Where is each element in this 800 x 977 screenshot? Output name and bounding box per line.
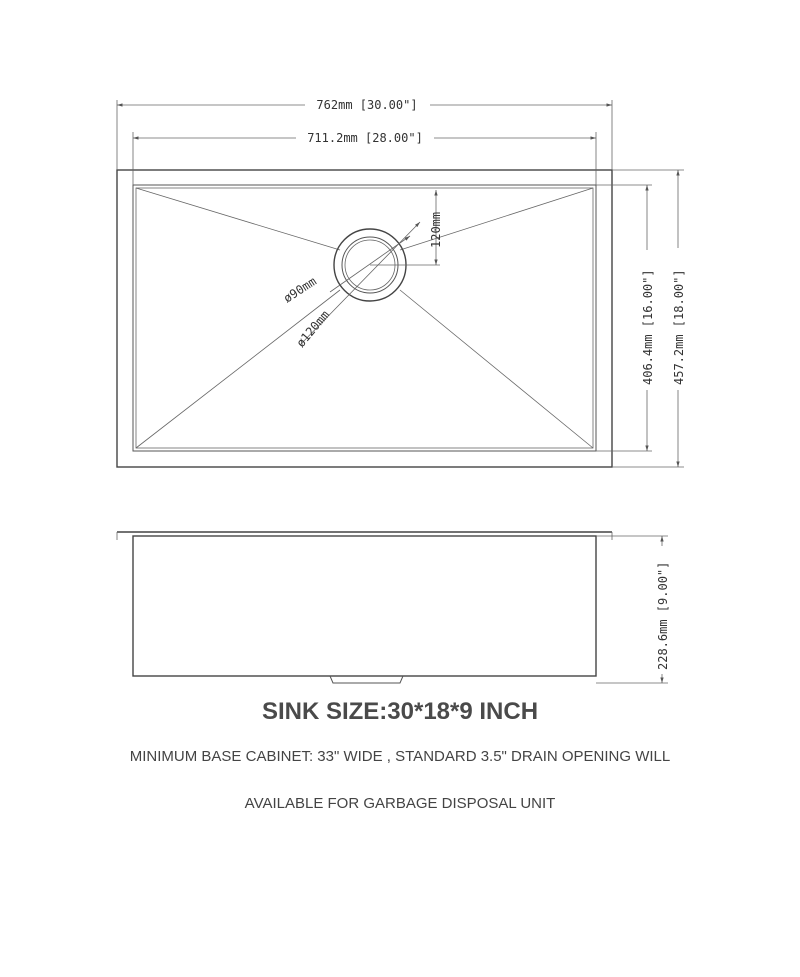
overall-width-label: 762mm [30.00"]: [316, 98, 418, 112]
cabinet-note-line-2: AVAILABLE FOR GARBAGE DISPOSAL UNIT: [244, 795, 556, 812]
side-view: [117, 532, 670, 683]
drain-offset-label: 120mm: [429, 211, 443, 248]
fold-line-bottom-right: [400, 290, 593, 448]
top-view: [117, 96, 686, 467]
fold-line-bottom-left: [136, 290, 340, 448]
sink-inner-bowl-edge: [136, 188, 593, 448]
side-drain-stub: [330, 676, 403, 683]
overall-depth-label: 457.2mm [18.00"]: [672, 269, 686, 385]
fold-line-top-left: [136, 188, 340, 250]
height-label: 228.6mm [9.00"]: [656, 561, 670, 670]
inner-depth-label: 406.4mm [16.00"]: [641, 269, 655, 385]
sink-outer-rim: [117, 170, 612, 467]
side-bowl-body: [133, 536, 596, 676]
inner-width-label: 711.2mm [28.00"]: [307, 131, 423, 145]
cabinet-note-line-1: MINIMUM BASE CABINET: 33" WIDE , STANDARD 3.5" DRAIN OPENING WILL: [129, 748, 671, 765]
drain-outer-dia-label: ø120mm: [293, 307, 333, 350]
sink-size-title: SINK SIZE:30*18*9 INCH: [261, 698, 539, 725]
drain-inner-dia-label: ø90mm: [281, 274, 319, 306]
sink-inner-bowl: [133, 185, 596, 451]
